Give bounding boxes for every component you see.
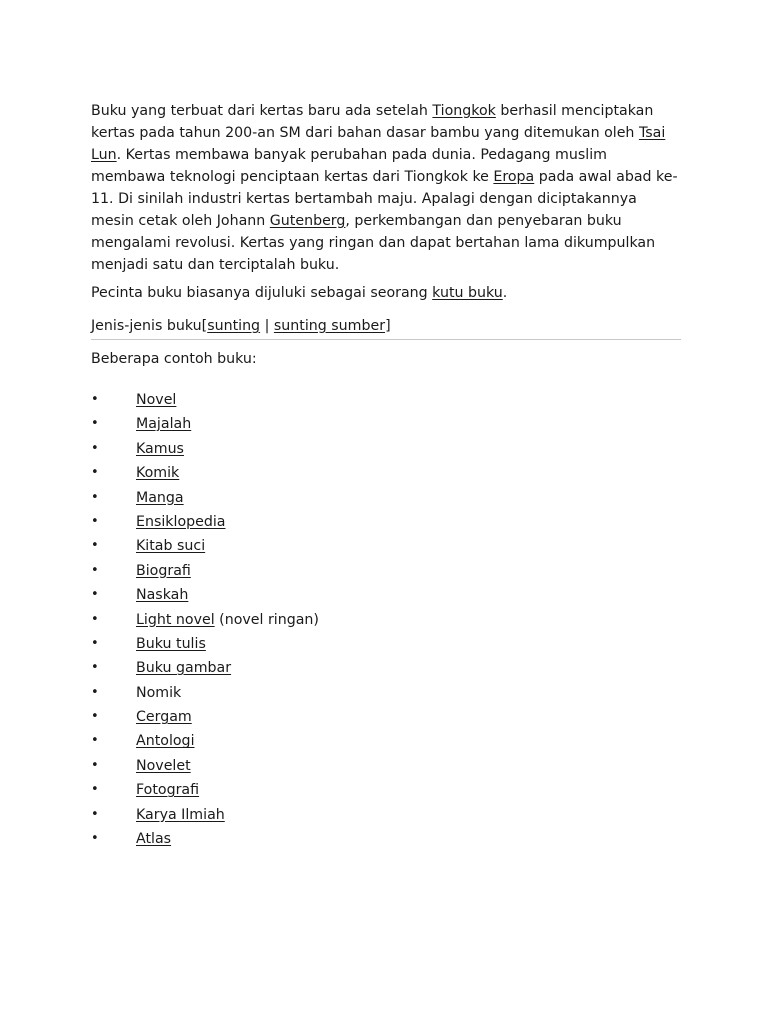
bullet-icon: • — [91, 660, 99, 676]
bullet-icon: • — [91, 611, 99, 627]
list-item — [91, 461, 681, 485]
nickname-text-1: Pecinta buku biasanya dijuluki sebagai seorang — [91, 285, 433, 301]
history-paragraph — [91, 100, 681, 276]
list-item — [91, 681, 681, 705]
bullet-icon: • — [91, 392, 99, 407]
bullet-icon: • — [91, 733, 99, 749]
bullet-icon: • — [91, 709, 99, 725]
book-type-list — [91, 388, 681, 851]
book-type-link[interactable]: Novelet — [136, 757, 191, 774]
list-item — [91, 705, 681, 729]
book-type-link[interactable]: Ensiklopedia — [136, 513, 226, 530]
bullet-icon: • — [91, 806, 99, 822]
section-heading-jenis-buku — [91, 315, 681, 340]
bullet-icon: • — [91, 416, 99, 432]
nickname-text-2: . — [502, 285, 508, 301]
book-type-link[interactable]: Buku gambar — [136, 660, 232, 677]
bracket-open: [ — [201, 318, 208, 334]
link-tsai-lun[interactable]: Tsai Lun — [91, 125, 666, 163]
list-item — [91, 608, 681, 632]
list-item — [91, 729, 681, 753]
edit-separator: | — [260, 318, 274, 334]
bullet-icon: • — [91, 757, 99, 773]
book-type-label: Nomik — [136, 684, 182, 701]
link-eropa[interactable]: Eropa — [493, 169, 535, 185]
history-text-1: Buku yang terbuat dari kertas baru ada setelah — [91, 103, 433, 119]
bullet-icon: • — [91, 538, 99, 554]
link-tiongkok[interactable]: Tiongkok — [432, 103, 496, 119]
list-item — [91, 388, 681, 412]
book-type-link[interactable]: Naskah — [136, 587, 189, 604]
list-item — [91, 778, 681, 802]
list-item — [91, 437, 681, 461]
history-text-2: berhasil menciptakan kertas pada tahun 200-an SM dari bahan dasar bambu yang ditemukan oleh — [91, 103, 654, 141]
book-type-link[interactable]: Manga — [136, 489, 184, 506]
bullet-icon: • — [91, 489, 99, 505]
bullet-icon: • — [91, 635, 99, 651]
list-item — [91, 656, 681, 680]
bullet-icon: • — [91, 513, 99, 529]
book-type-link[interactable]: Fotografi — [136, 782, 200, 799]
section-title: Jenis-jenis buku — [91, 318, 202, 334]
book-type-link[interactable]: Kitab suci — [136, 538, 206, 555]
book-type-note: (novel ringan) — [214, 611, 319, 628]
link-gutenberg[interactable]: Gutenberg — [269, 213, 346, 229]
nickname-paragraph — [91, 282, 681, 304]
list-item — [91, 803, 681, 827]
list-intro: Beberapa contoh buku: — [91, 351, 257, 367]
list-item — [91, 632, 681, 656]
list-item — [91, 583, 681, 607]
book-type-link[interactable]: Biografi — [136, 562, 191, 579]
bullet-icon: • — [91, 465, 99, 481]
book-type-link[interactable]: Atlas — [136, 831, 172, 848]
list-item — [91, 534, 681, 558]
bracket-close: ] — [385, 318, 391, 334]
list-item — [91, 559, 681, 583]
history-text-4: pada awal abad ke-11. Di sinilah industri kertas bertambah maju. Apalagi dengan diciptakannya mesin cetak oleh Johann — [91, 169, 678, 229]
book-type-link[interactable]: Karya Ilmiah — [136, 806, 225, 823]
list-item — [91, 754, 681, 778]
bullet-icon: • — [91, 831, 99, 847]
bullet-icon: • — [91, 562, 99, 578]
book-type-link[interactable]: Komik — [136, 465, 180, 482]
edit-source-link[interactable]: sunting sumber — [273, 318, 386, 334]
bullet-icon: • — [91, 440, 99, 456]
document-page — [91, 100, 681, 851]
edit-link[interactable]: sunting — [207, 318, 261, 334]
link-kutu-buku[interactable]: kutu buku — [432, 285, 503, 301]
book-type-link[interactable]: Antologi — [136, 733, 195, 750]
list-item — [91, 510, 681, 534]
bullet-icon: • — [91, 587, 99, 603]
history-text-5: , perkembangan dan penyebaran buku mengalami revolusi. Kertas yang ringan dan dapat bertahan lama dikumpulkan menjadi satu dan terciptalah buku. — [91, 213, 656, 273]
list-item — [91, 827, 681, 851]
book-type-link[interactable]: Light novel — [136, 611, 215, 628]
list-item — [91, 486, 681, 510]
bullet-icon: • — [91, 782, 99, 798]
book-type-link[interactable]: Buku tulis — [136, 635, 206, 652]
book-type-link[interactable]: Cergam — [136, 709, 192, 726]
bullet-icon: • — [91, 684, 99, 700]
book-type-link[interactable]: Kamus — [136, 440, 184, 457]
history-text-3: . Kertas membawa banyak perubahan pada dunia. Pedagang muslim membawa teknologi penciptaan kertas dari Tiongkok ke — [91, 147, 607, 185]
book-type-link[interactable]: Majalah — [136, 416, 192, 433]
book-type-link[interactable]: Novel — [136, 392, 177, 408]
list-item — [91, 412, 681, 436]
